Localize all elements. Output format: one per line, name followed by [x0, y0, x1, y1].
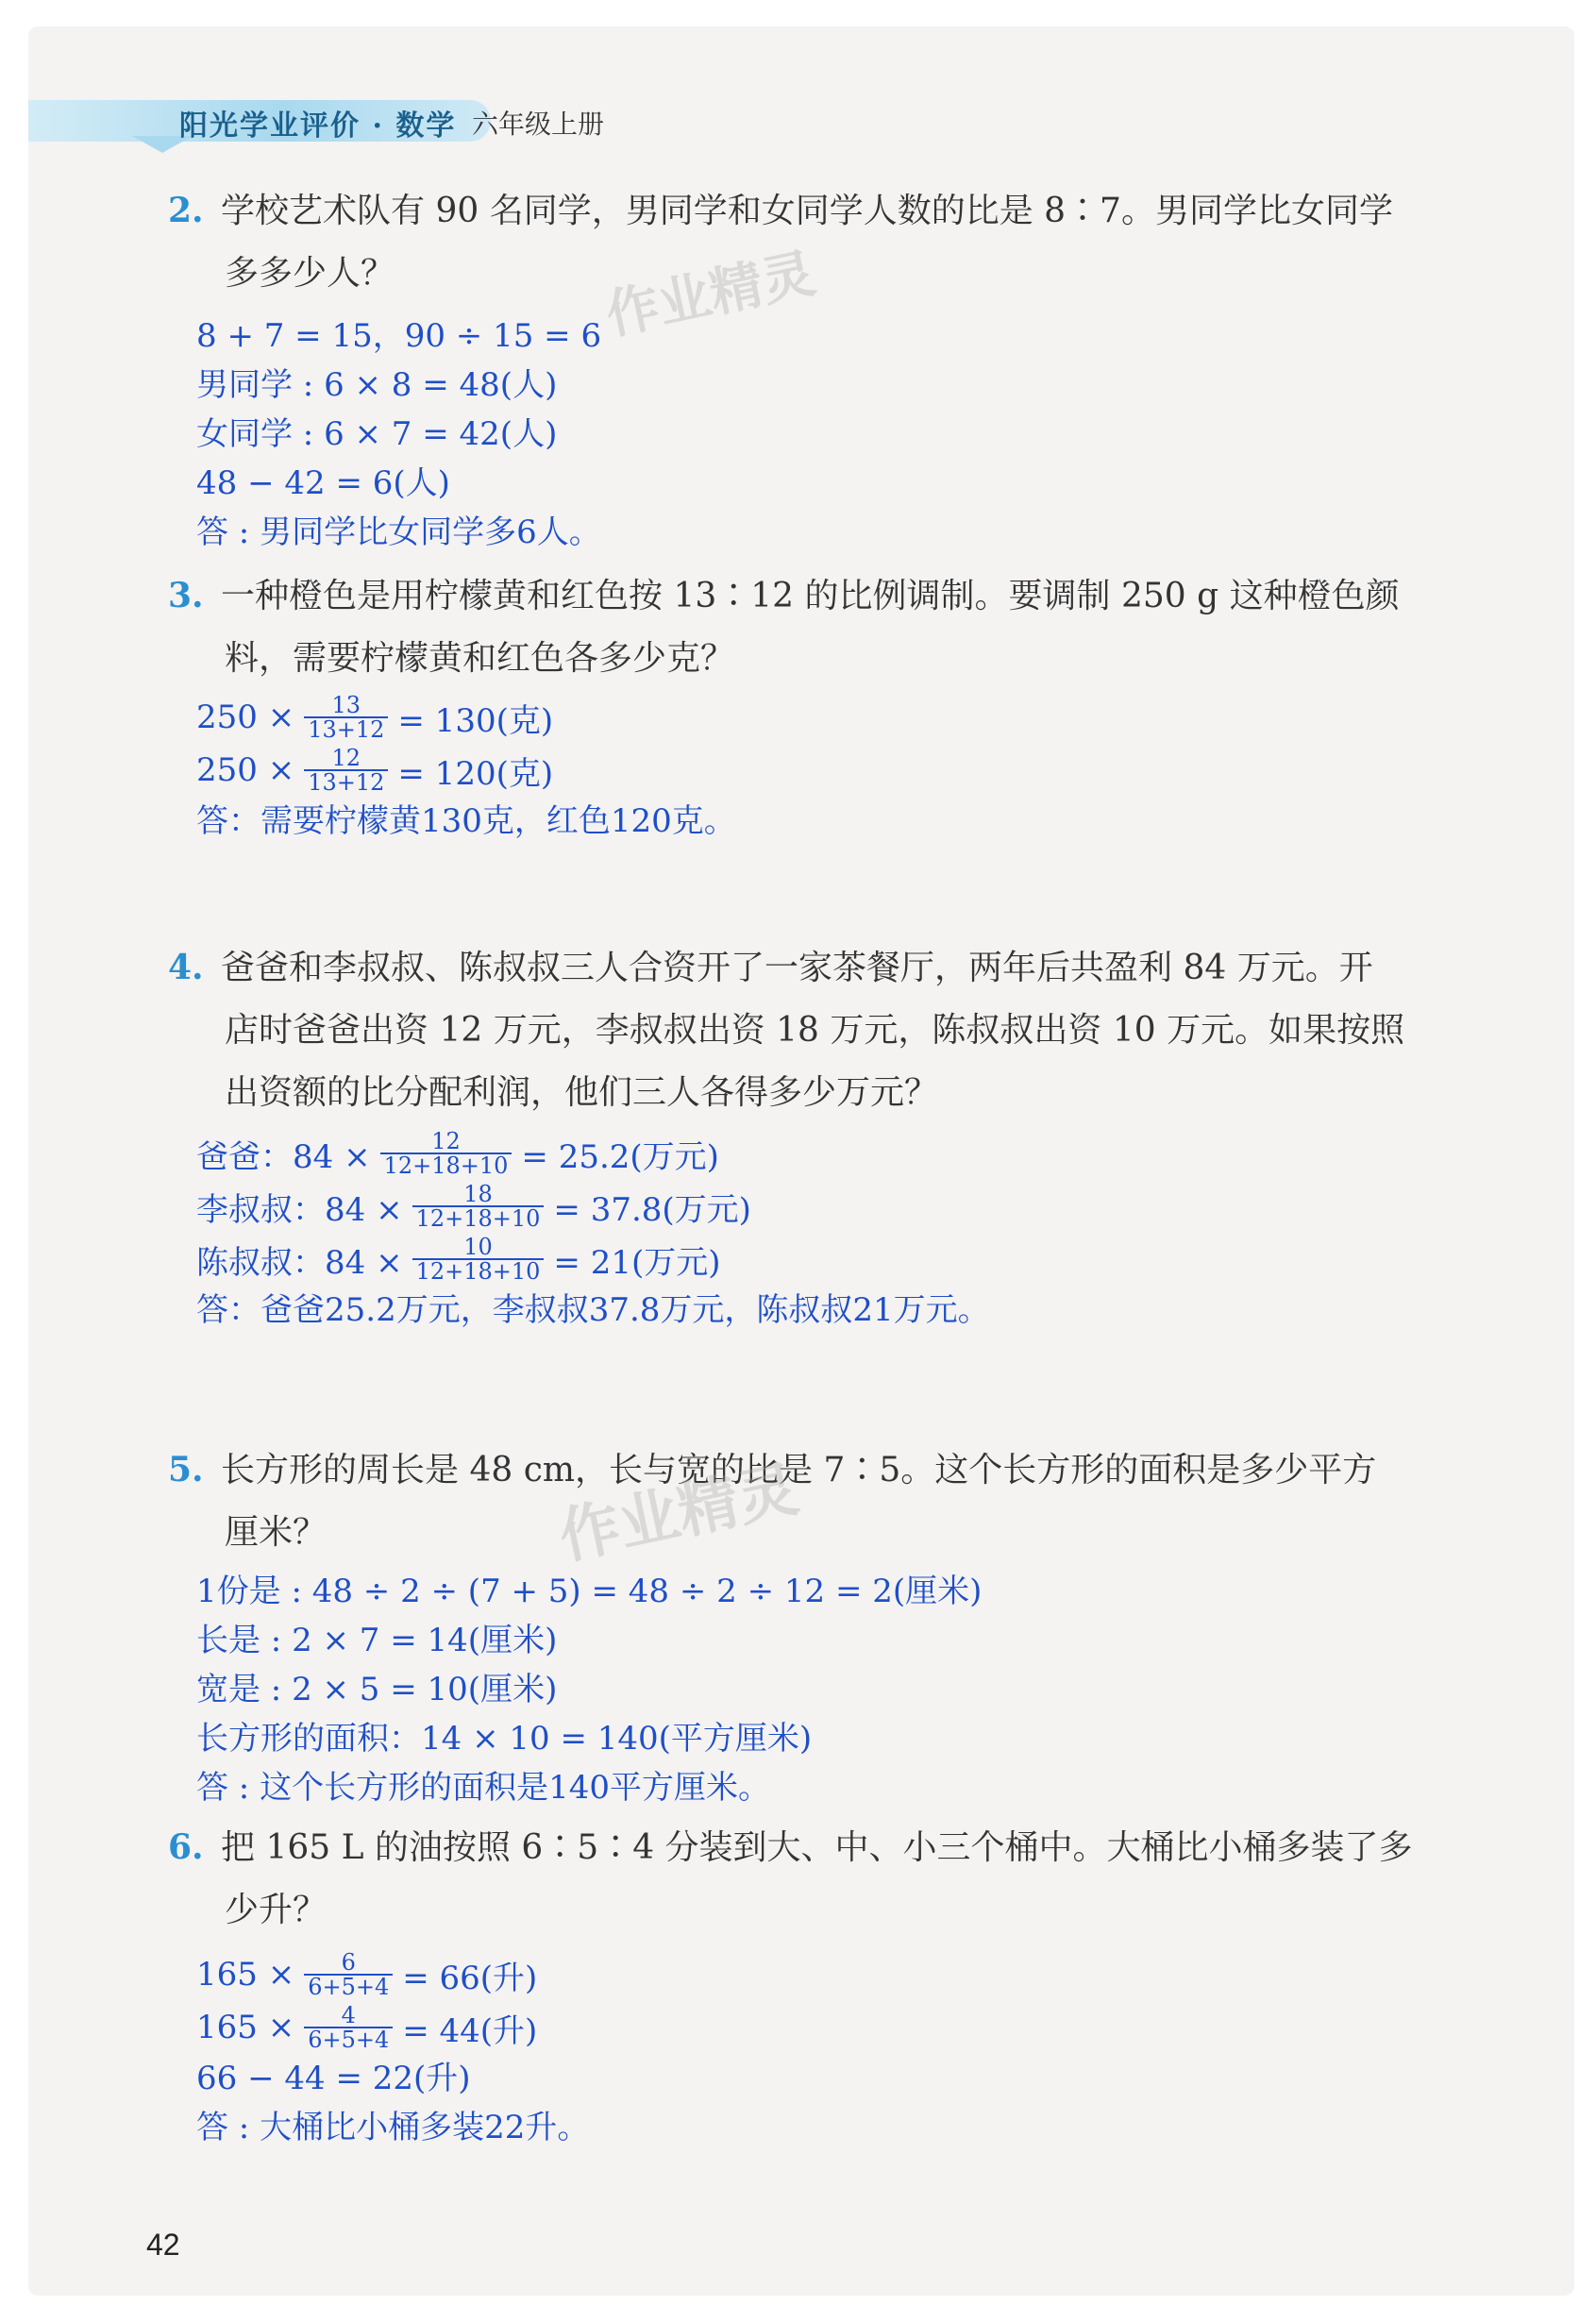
problem-3-answer — [196, 691, 736, 846]
problem-6-question — [168, 1816, 1413, 1942]
problem-4-answer — [196, 1127, 990, 1335]
problem-number: 3. — [168, 576, 204, 615]
fraction — [380, 1130, 512, 1177]
fraction-line — [196, 1948, 589, 2001]
fraction — [304, 1951, 393, 1998]
question-line: 多多少人？ — [225, 254, 395, 293]
problem-3-question — [168, 564, 1400, 690]
watermark: 作业精灵 — [553, 1455, 805, 1573]
question-line: 长方形的周长是 48 cm，长与宽的比是 7∶5。这个长方形的面积是多少平方 — [221, 1451, 1377, 1489]
problem-number: 5. — [168, 1450, 204, 1489]
question-line: 店时爸爸出资 12 万元，李叔叔出资 18 万元，陈叔叔出资 10 万元。如果按照 — [225, 1011, 1405, 1050]
question-line: 一种橙色是用柠檬黄和红色按 13∶12 的比例调制。要调制 250 g 这种橙色颜 — [221, 577, 1400, 615]
fraction-line — [196, 744, 736, 797]
fraction-denominator: 13+12 — [304, 769, 388, 794]
fraction — [304, 694, 388, 741]
expression-result: = 66(升) — [402, 1959, 538, 1997]
question-line: 学校艺术队有 90 名同学，男同学和女同学人数的比是 8∶7。男同学比女同学 — [221, 192, 1393, 230]
expression-result: = 44(升) — [402, 2011, 538, 2050]
question-line: 爸爸和李叔叔、陈叔叔三人合资开了一家茶餐厅，两年后共盈利 84 万元。开 — [221, 949, 1373, 987]
problem-number: 2. — [168, 191, 204, 230]
question-line: 料，需要柠檬黄和红色各多少克？ — [225, 639, 735, 678]
problem-2-answer — [196, 311, 601, 557]
fraction-line — [196, 1180, 990, 1233]
fraction — [304, 747, 388, 794]
question-line: 把 165 L 的油按照 6∶5∶4 分装到大、中、小三个桶中。大桶比小桶多装了多 — [221, 1828, 1413, 1867]
fraction-denominator: 12+18+10 — [412, 1258, 545, 1283]
expression-result: = 37.8(万元) — [553, 1190, 751, 1229]
problem-number: 6. — [168, 1827, 204, 1867]
answer-line: 女同学 : 6 × 7 = 42(人) — [196, 415, 558, 453]
answer-line: 答 : 大桶比小桶多装22升。 — [196, 2109, 590, 2146]
expression-prefix: 陈叔叔：84 × — [196, 1243, 403, 1282]
book-subtitle: 六年级上册 — [472, 109, 605, 140]
fraction-denominator: 6+5+4 — [304, 2027, 393, 2051]
fraction-numerator: 13 — [331, 692, 361, 718]
answer-line: 48 − 42 = 6(人) — [196, 464, 450, 502]
fraction-denominator: 13+12 — [304, 716, 388, 741]
fraction — [412, 1183, 545, 1230]
fraction-numerator: 12 — [331, 745, 361, 771]
fraction-numerator: 18 — [463, 1181, 493, 1207]
answer-line: 答 : 男同学比女同学多6人。 — [196, 513, 601, 551]
answer-line: 长是 : 2 × 7 = 14(厘米) — [196, 1622, 558, 1659]
problem-5-answer — [196, 1567, 982, 1812]
fraction-numerator: 12 — [431, 1128, 461, 1154]
expression-result: = 130(克) — [397, 701, 554, 740]
fraction — [304, 2004, 393, 2051]
fraction-line — [196, 2001, 589, 2054]
expression-prefix: 250 × — [196, 698, 295, 736]
fraction-denominator: 6+5+4 — [304, 1974, 393, 1998]
answer-line: 宽是 : 2 × 5 = 10(厘米) — [196, 1671, 558, 1708]
problem-4-question — [168, 936, 1404, 1124]
answer-line: 66 − 44 = 22(升) — [196, 2060, 471, 2097]
expression-prefix: 250 × — [196, 751, 295, 789]
expression-result: = 25.2(万元) — [521, 1137, 719, 1176]
fraction-denominator: 12+18+10 — [412, 1205, 545, 1230]
book-title: 阳光学业评价 · 数学 — [179, 109, 457, 143]
problem-number: 4. — [168, 948, 204, 987]
problem-6-answer — [196, 1948, 589, 2152]
expression-prefix: 李叔叔：84 × — [196, 1190, 403, 1229]
expression-prefix: 165 × — [196, 1956, 295, 1994]
watermark: 作业精灵 — [600, 243, 821, 347]
page-header — [28, 94, 708, 147]
question-line: 少升？ — [225, 1891, 328, 1929]
question-line: 厘米？ — [225, 1513, 328, 1552]
fraction-line — [196, 1127, 990, 1180]
expression-prefix: 爸爸：84 × — [196, 1137, 371, 1176]
answer-line: 长方形的面积：14 × 10 = 140(平方厘米) — [196, 1720, 813, 1758]
fraction — [412, 1236, 545, 1283]
answer-line: 8 + 7 = 15，90 ÷ 15 = 6 — [196, 317, 602, 355]
fraction-numerator: 6 — [341, 1949, 356, 1976]
answer-line: 答：需要柠檬黄130克，红色120克。 — [196, 802, 736, 840]
fraction-numerator: 4 — [341, 2002, 356, 2028]
answer-line: 1份是 : 48 ÷ 2 ÷ (7 + 5) = 48 ÷ 2 ÷ 12 = 2(厘米) — [196, 1573, 983, 1610]
fraction-line — [196, 1233, 990, 1286]
answer-line: 男同学 : 6 × 8 = 48(人) — [196, 366, 558, 404]
answer-line: 答 : 这个长方形的面积是140平方厘米。 — [196, 1769, 770, 1807]
expression-result: = 120(克) — [397, 754, 554, 793]
answer-line: 答：爸爸25.2万元，李叔叔37.8万元，陈叔叔21万元。 — [196, 1291, 990, 1329]
fraction-denominator: 12+18+10 — [380, 1153, 512, 1177]
expression-result: = 21(万元) — [553, 1243, 721, 1282]
fraction-numerator: 10 — [463, 1234, 493, 1260]
expression-prefix: 165 × — [196, 2009, 295, 2046]
question-line: 出资额的比分配利润，他们三人各得多少万元？ — [225, 1073, 939, 1112]
page-number: 42 — [146, 2228, 180, 2262]
fraction-line — [196, 691, 736, 744]
